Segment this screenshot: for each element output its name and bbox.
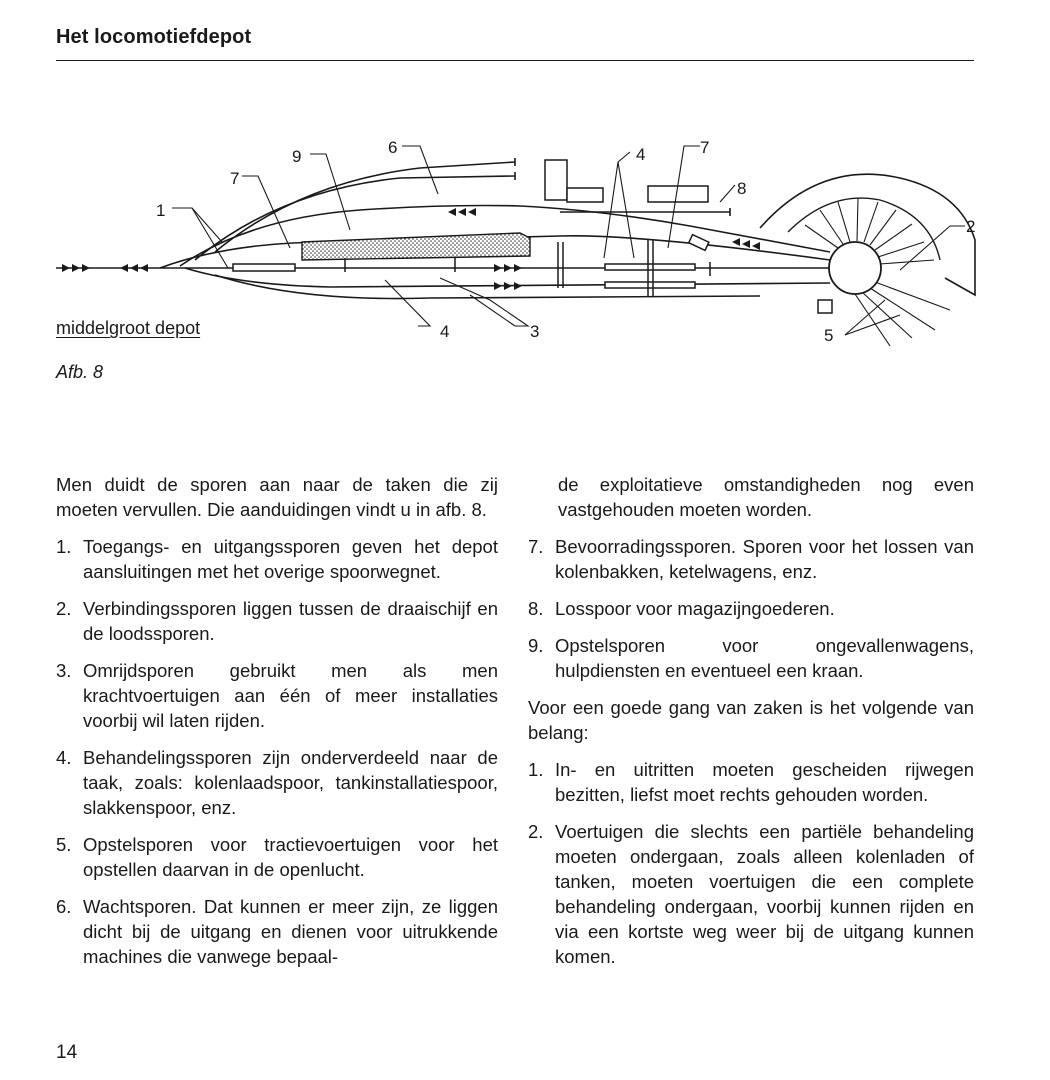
callout-8: 8 (737, 179, 747, 198)
requirements-paragraph: Voor een goede gang van zaken is het volgende van belang: (528, 697, 974, 743)
callout-3: 3 (530, 322, 540, 341)
right-column (528, 472, 974, 981)
list-item: 2. Voertuigen die slechts een partiële behandeling moeten ondergaan, zoals alleen kolenladen of tanken, moeten voertuigen die een complete behandeling ondergaan, voorbij kunnen rijden en via een kortste weg weer bij de uitgang kunnen komen. (528, 821, 974, 967)
intro-paragraph: Men duidt de sporen aan naar de taken die zij moeten vervullen. Die aanduidingen vindt u in afb. 8. (56, 474, 498, 520)
list-item: 1. Toegangs- en uitgangssporen geven het depot aansluitingen met het overige spoorwegnet. (56, 536, 498, 582)
track-types-list (56, 534, 498, 969)
callout-4-top: 4 (636, 145, 646, 164)
small-building (689, 235, 709, 251)
turntable (829, 242, 881, 294)
callout-9: 9 (292, 147, 302, 166)
list-item: 6. Wachtsporen. Dat kunnen er meer zijn, ze liggen dicht bij de uitgang en dienen voor uitrukkende machines die vanwege bepaal- (56, 896, 498, 967)
building-a (545, 160, 567, 200)
list-item: 2. Verbindingssporen liggen tussen de draaischijf en de loodssporen. (56, 598, 498, 644)
figure-caption: Afb. 8 (56, 362, 104, 382)
list-item: 8. Losspoor voor magazijngoederen. (528, 598, 835, 619)
shed (818, 300, 832, 313)
list-item: 9. Opstelsporen voor ongevallenwagens, hulpdiensten en eventueel een kraan. (528, 635, 974, 681)
callout-1: 1 (156, 201, 166, 220)
warehouse (648, 186, 708, 202)
page-header-title: Het locomotiefdepot (56, 26, 252, 48)
header-rule (56, 60, 974, 61)
page-number: 14 (56, 1042, 78, 1063)
callout-4-bottom: 4 (440, 322, 450, 341)
callout-2: 2 (966, 217, 976, 236)
left-column (56, 472, 498, 981)
requirements-list (528, 757, 974, 969)
callout-7-left: 7 (230, 169, 240, 188)
list-item: 3. Omrijdsporen gebruikt men als men krachtvoertuigen aan één of meer installaties voorbij wil laten rijden. (56, 660, 498, 731)
list-item: 4. Behandelingssporen zijn onderverdeeld naar de taak, zoals: kolenlaadspoor, tankinstallatiespoor, slakkenspoor, enz. (56, 747, 498, 818)
list-item: 7. Bevoorradingssporen. Sporen voor het lossen van kolenbakken, ketelwagens, enz. (528, 536, 974, 582)
track-types-list-continued (528, 534, 974, 683)
list-item: 5. Opstelsporen voor tractievoertuigen voor het opstellen daarvan in de openlucht. (56, 834, 498, 880)
coal-bunker (302, 233, 530, 260)
continuation-text: de exploitatieve omstandigheden nog even vastgehouden moeten worden. (558, 474, 974, 520)
figure-subcaption: middelgroot depot (56, 318, 201, 338)
callout-7-right: 7 (700, 138, 710, 157)
callout-5: 5 (824, 326, 834, 345)
callout-6: 6 (388, 138, 398, 157)
building-b (567, 188, 603, 202)
list-item: 1. In- en uitritten moeten gescheiden rijwegen bezitten, liefst moet rechts gehouden worden. (528, 759, 974, 805)
